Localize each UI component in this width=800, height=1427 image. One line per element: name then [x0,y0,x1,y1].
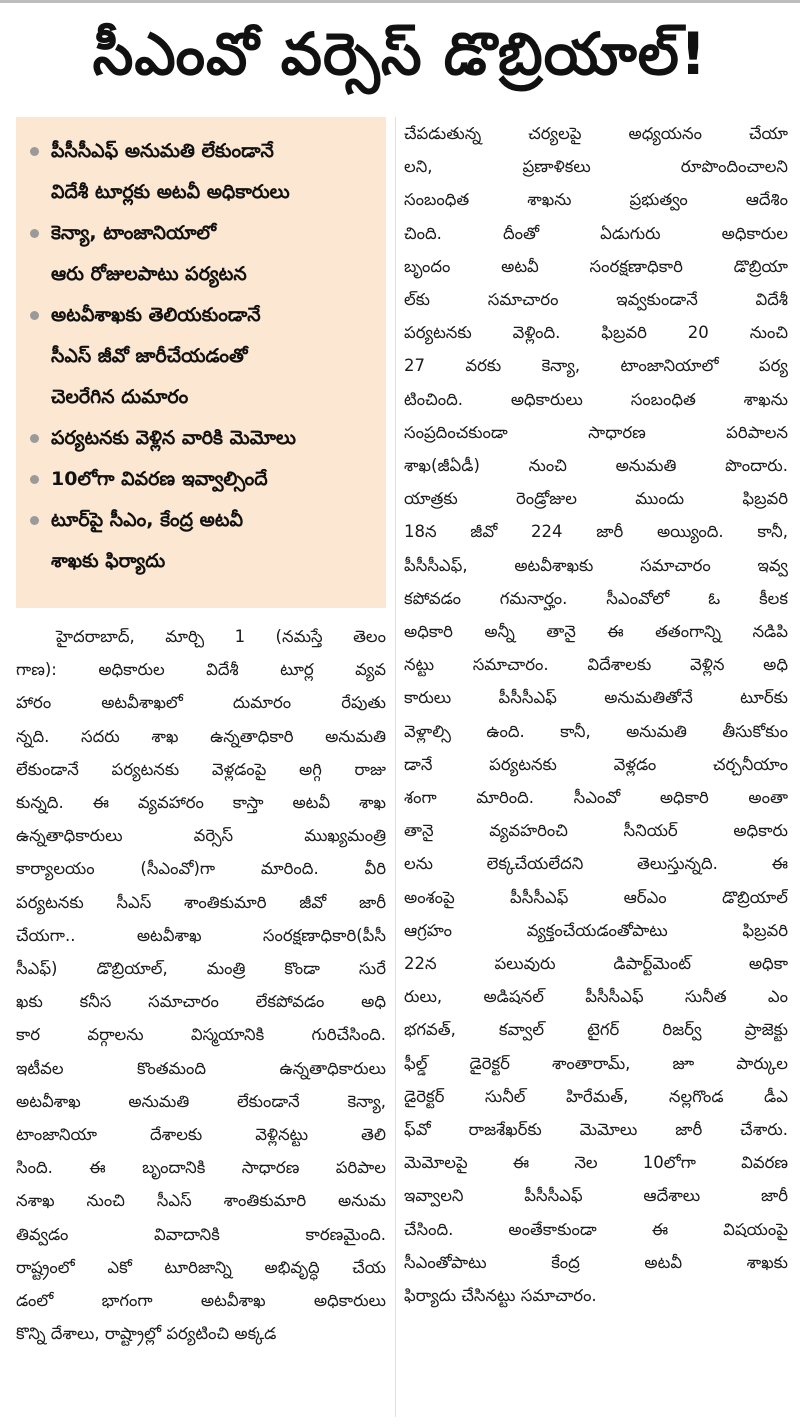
article-line: వెళ్లాల్సి ఉంది. కానీ, అనుమతి తీసుకోకుం [404,721,788,741]
article-line: మెమోలపై ఈ నెల 10లోగా వివరణ [404,1153,788,1173]
article-line: కపోవడం గమనార్హం. సీఎంవోలో ఓ కీలక [404,588,788,608]
article-line: కున్నది. ఈ వ్యవహారం కాస్తా అటవీ శాఖ [16,793,386,812]
article-line: హారం అటవీశాఖలో దుమారం రేపుతు [16,693,386,713]
bullet-icon [30,229,39,238]
article-line: ఫ్‌వో రాజశేఖర్‌కు మెమోలు జారీ చేశారు. [404,1120,788,1139]
highlight-line: 10లోగా వివరణ ఇవ్వాల్సిందే [51,468,268,490]
article-line: నశాఖ నుంచి సీఎస్ శాంతికుమారి అనుమ [16,1191,386,1211]
article-line: 27 వరకు కెన్యా, టాంజానియాలో పర్య [404,356,788,376]
article-line: లేకుండానే పర్యటనకు వెళ్లడంపై అగ్గి రాజు [16,759,386,779]
highlight-item [26,459,378,500]
article-line: లను లెక్కచేయలేదని తెలుస్తున్నది. ఈ [404,854,788,874]
article-line: కొన్ని దేశాలు, రాష్ట్రాల్లో పర్యటించి అక్కడ [16,1324,277,1344]
article-line: సీఎంతోపాటు కేంద్ర అటవీ శాఖకు [404,1252,788,1272]
article-line: హైదరాబాద్, మార్చి 1 (నమస్తే తెలం [56,627,386,646]
article-line: ఉన్నతాధికారులు వర్సెస్ ముఖ్యమంత్రి [16,826,386,846]
article-line: భగవత్, కవ్వాల్ టైగర్ రిజర్వ్ ప్రాజెక్టు [404,1020,788,1040]
highlight-line: ఆరు రోజులపాటు పర్యటన [51,263,247,285]
article-line: శాఖ(జీఏడీ) నుంచి అనుమతి పొందారు. [404,456,788,475]
article-line: టాంజానియా దేశాలకు వెళ్లినట్టు తెలి [16,1125,386,1144]
article-line: ఫీల్డ్ డైరెక్టర్ శాంతారామ్, జూ పార్కుల [404,1053,788,1073]
article-line: బృందం అటవీ సంరక్షణాధికారి డొబ్రియా [404,256,788,276]
article-line: పర్యటనకు సీఎస్ శాంతికుమారి జీవో జారీ [16,892,386,912]
article-line: 18న జీవో 224 జారీ అయ్యింది. కానీ, [404,522,788,542]
article-line: చేయగా.. అటవీశాఖ సంరక్షణాధికారి(పీసీ [16,925,386,945]
highlight-line: పర్యటనకు వెళ్లిన వారికి మెమోలు [51,427,296,449]
article-line: గాణ): అధికారుల విదేశీ టూర్ల వ్యవ [16,660,386,680]
article-line: రులు, అడిషనల్ పీసీసీఎఫ్ సునీత ఎం [404,987,788,1007]
article-line: తానై వ్యవహరించి సీనియర్ అధికారు [404,821,788,841]
article-line: నట్టు సమాచారం. విదేశాలకు వెళ్లిన అధి [404,655,788,675]
article-line: లని, ప్రణాళికలు రూపొందించాలని [404,157,788,177]
highlights-box [16,117,386,608]
highlight-line: టూర్‌పై సీఎం, కేంద్ర అటవీ [51,509,244,531]
article-line: ఆగ్రహం వ్యక్తంచేయడంతోపాటు ఫిబ్రవరి [404,920,788,940]
column-divider [395,117,396,1417]
article-line: సీఎఫ్) డొబ్రియాల్, మంత్రి కొండా సురే [16,959,386,978]
highlight-line: శాఖకు ఫిర్యాదు [51,550,166,572]
article-line: ఇవ్వాలని పీసీసీఎఫ్ ఆదేశాలు జారీ [404,1186,788,1206]
headline: సీఎంవో వర్సెస్ డొబ్రియాల్! [92,20,708,88]
article-line: శంగా మారింది. సీఎంవో అధికారి అంతా [404,788,788,807]
bullet-icon [30,311,39,320]
highlight-item [26,418,378,459]
article-line: చేసింది. అంతేకాకుండా ఈ విషయంపై [404,1219,788,1239]
article-line: అధికారి అన్నీ తానై ఈ తతంగాన్ని నడిపి [404,622,788,641]
highlight-line: పీసీసీఎఫ్ అనుమతి లేకుండానే [51,140,274,162]
highlight-item [26,213,378,295]
highlight-line: సీఎస్ జీవో జారీచేయడంతో [51,345,248,367]
article-line: డైరెక్టర్ సునీల్ హిరేమత్, నల్లగొండ డీఎ [404,1086,788,1106]
article-line: ఖకు కనీస సమాచారం లేకపోవడం అధి [16,992,386,1012]
article-line: కార వర్గాలను విస్మయానికి గురిచేసింది. [16,1025,386,1045]
article-line: అటవీశాఖ అనుమతి లేకుండానే కెన్యా, [16,1091,386,1111]
article-line: పీసీసీఎఫ్, అటవీశాఖకు సమాచారం ఇవ్వ [404,555,788,575]
highlight-line: అటవీశాఖకు తెలియకుండానే [51,304,261,326]
article-line: డానే పర్యటనకు వెళ్లడం చర్చనీయాం [404,754,788,774]
highlight-line: చెలరేగిన దుమారం [51,386,189,408]
article-line: తివ్వడం వివాదానికి కారణమైంది. [16,1224,386,1244]
article-line: టించింది. అధికారులు సంబంధిత శాఖను [404,389,788,409]
bullet-icon [30,516,39,525]
article-line: యాత్రకు రెండ్రోజుల ముందు ఫిబ్రవరి [404,489,788,509]
article-line: న్నది. సదరు శాఖ ఉన్నతాధికారి అనుమతి [16,726,386,746]
article-line: సింది. ఈ బృందానికి సాధారణ పరిపాల [16,1158,386,1178]
article-line: ఇటీవల కొంతమంది ఉన్నతాధికారులు [16,1058,386,1078]
article-line: కారులు పీసీసీఎఫ్ అనుమతితోనే టూర్‌కు [404,688,788,708]
bullet-icon [30,147,39,156]
highlight-line: విదేశీ టూర్లకు అటవీ అధికారులు [51,181,290,203]
article-line: సంబంధిత శాఖను ప్రభుత్వం ఆదేశిం [404,190,788,210]
highlight-item [26,500,378,582]
article-line: రాష్ట్రంలో ఎకో టూరిజాన్ని అభివృద్ధి చేయ [16,1257,386,1277]
article-line: చింది. దీంతో ఏడుగురు అధికారుల [404,223,788,243]
bullet-icon [30,475,39,484]
article-line: ల్‌కు సమాచారం ఇవ్వకుండానే విదేశీ [404,290,788,309]
article-line: కార్యాలయం (సీఎంవో)గా మారింది. వీరి [16,859,386,879]
bullet-icon [30,434,39,443]
top-rule [0,0,800,3]
article-line: చేపడుతున్న చర్యలపై అధ్యయనం చేయా [404,124,788,143]
highlight-line: కెన్యా, టాంజానియాలో [51,222,217,244]
highlight-item [26,295,378,418]
article-line: పర్యటనకు వెళ్లింది. ఫిబ్రవరి 20 నుంచి [404,323,788,343]
article-line: 22న పలువురు డిపార్ట్‌మెంట్ అధికా [404,954,788,973]
article-line: అంశంపై పీసీసీఎఫ్ ఆర్‌ఎం డొబ్రియాల్ [404,887,788,907]
highlight-item [26,131,378,213]
article-line: ఫిర్యాదు చేసినట్టు సమాచారం. [404,1286,597,1305]
article-line: సంప్రదించకుండా సాధారణ పరిపాలన [404,422,788,442]
article-line: డంలో భాగంగా అటవీశాఖ అధికారులు [16,1291,386,1310]
